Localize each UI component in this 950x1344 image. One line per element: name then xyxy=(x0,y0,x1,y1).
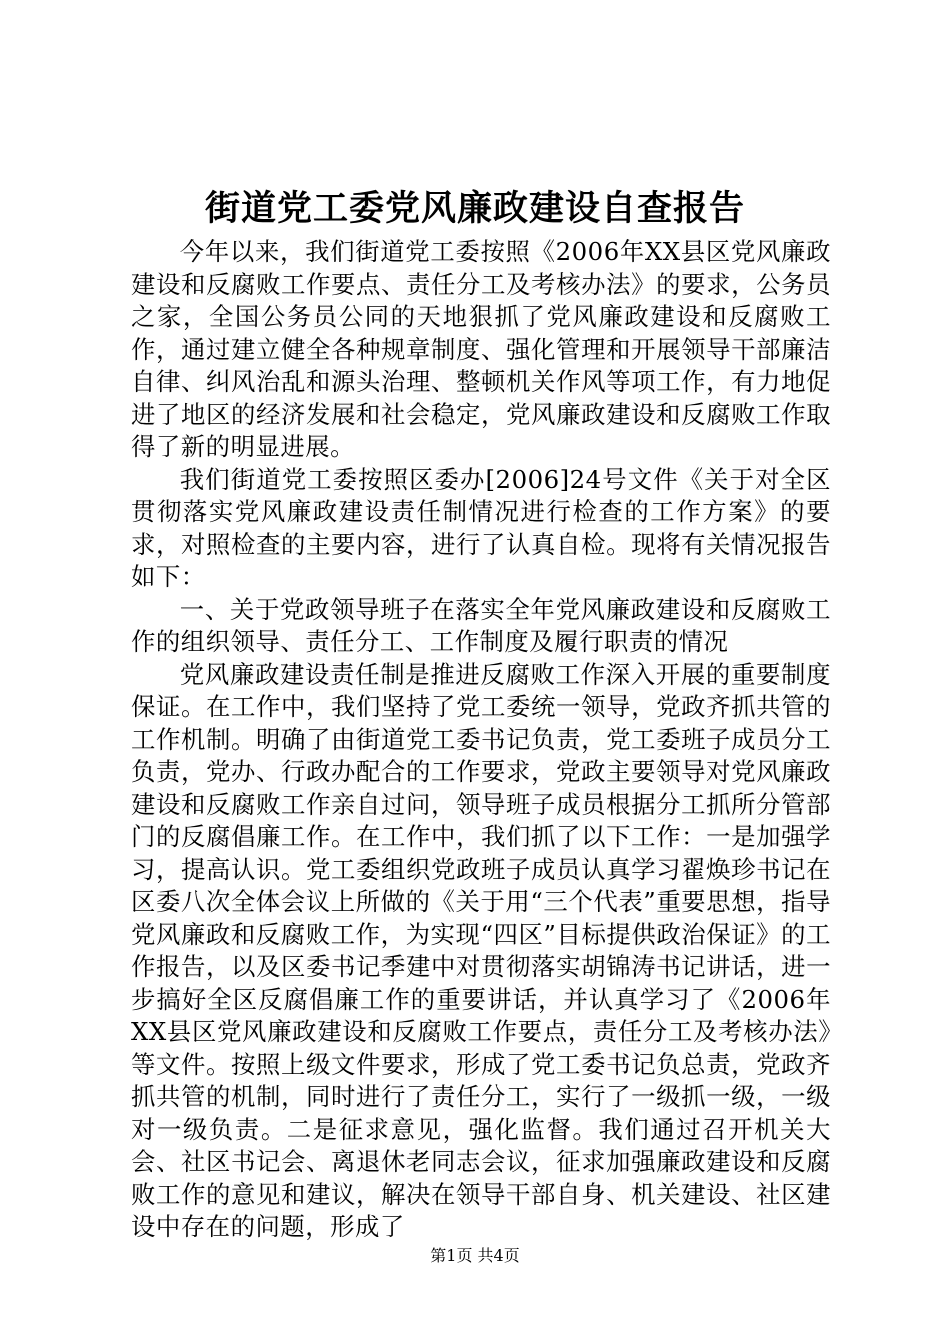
paragraph-responsibility: 党风廉政建设责任制是推进反腐败工作深入开展的重要制度保证。在工作中，我们坚持了党工委统一领导，党政齐抓共管的工作机制。明确了由街道党工委书记负责，党工委班子成员分工负责，党办、行政办配合的工作要求，党政主要领导对党风廉政建设和反腐败工作亲自过问，领导班子成员根据分工抓所分管部门的反腐倡廉工作。在工作中，我们抓了以下工作：一是加强学习，提高认识。党工委组织党政班子成员认真学习翟焕珍书记在区委八次全体会议上所做的《关于用“三个代表”重要思想，指导党风廉政和反腐败工作，为实现“四区”目标提供政治保证》的工作报告，以及区委书记季建中对贯彻落实胡锦涛书记讲话，进一步搞好全区反腐倡廉工作的重要讲话，并认真学习了《2006年XX县区党风廉政建设和反腐败工作要点，责任分工及考核办法》等文件。按照上级文件要求，形成了党工委书记负总责，党政齐抓共管的机制，同时进行了责任分工，实行了一级抓一级，一级对一级负责。二是征求意见，强化监督。我们通过召开机关大会、社区书记会、离退休老同志会议，征求加强廉政建设和反腐败工作的意见和建议，解决在领导干部自身、机关建设、社区建设中存在的问题，形成了 xyxy=(131,659,831,1241)
document-title: 街道党工委党风廉政建设自查报告 xyxy=(204,188,745,229)
section-heading-1: 一、关于党政领导班子在落实全年党风廉政建设和反腐败工作的组织领导、责任分工、工作制度及履行职责的情况 xyxy=(131,594,831,656)
paragraph-self-check: 我们街道党工委按照区委办[2006]24号文件《关于对全区贯彻落实党风廉政建设责任制情况进行检查的工作方案》的要求，对照检查的主要内容，进行了认真自检。现将有关情况报告如下： xyxy=(131,464,831,591)
paragraph-intro: 今年以来，我们街道党工委按照《2006年XX县区党风廉政建设和反腐败工作要点、责任分工及考核办法》的要求，公务员之家，全国公务员公同的天地狠抓了党风廉政建设和反腐败工作，通过建立健全各种规章制度、强化管理和开展领导干部廉洁自律、纠风治乱和源头治理、整顿机关作风等项工作，有力地促进了地区的经济发展和社会稳定，党风廉政建设和反腐败工作取得了新的明显进展。 xyxy=(131,237,831,461)
document-body xyxy=(131,236,831,1244)
page-number-footer: 第1页 共4页 xyxy=(430,1246,520,1265)
